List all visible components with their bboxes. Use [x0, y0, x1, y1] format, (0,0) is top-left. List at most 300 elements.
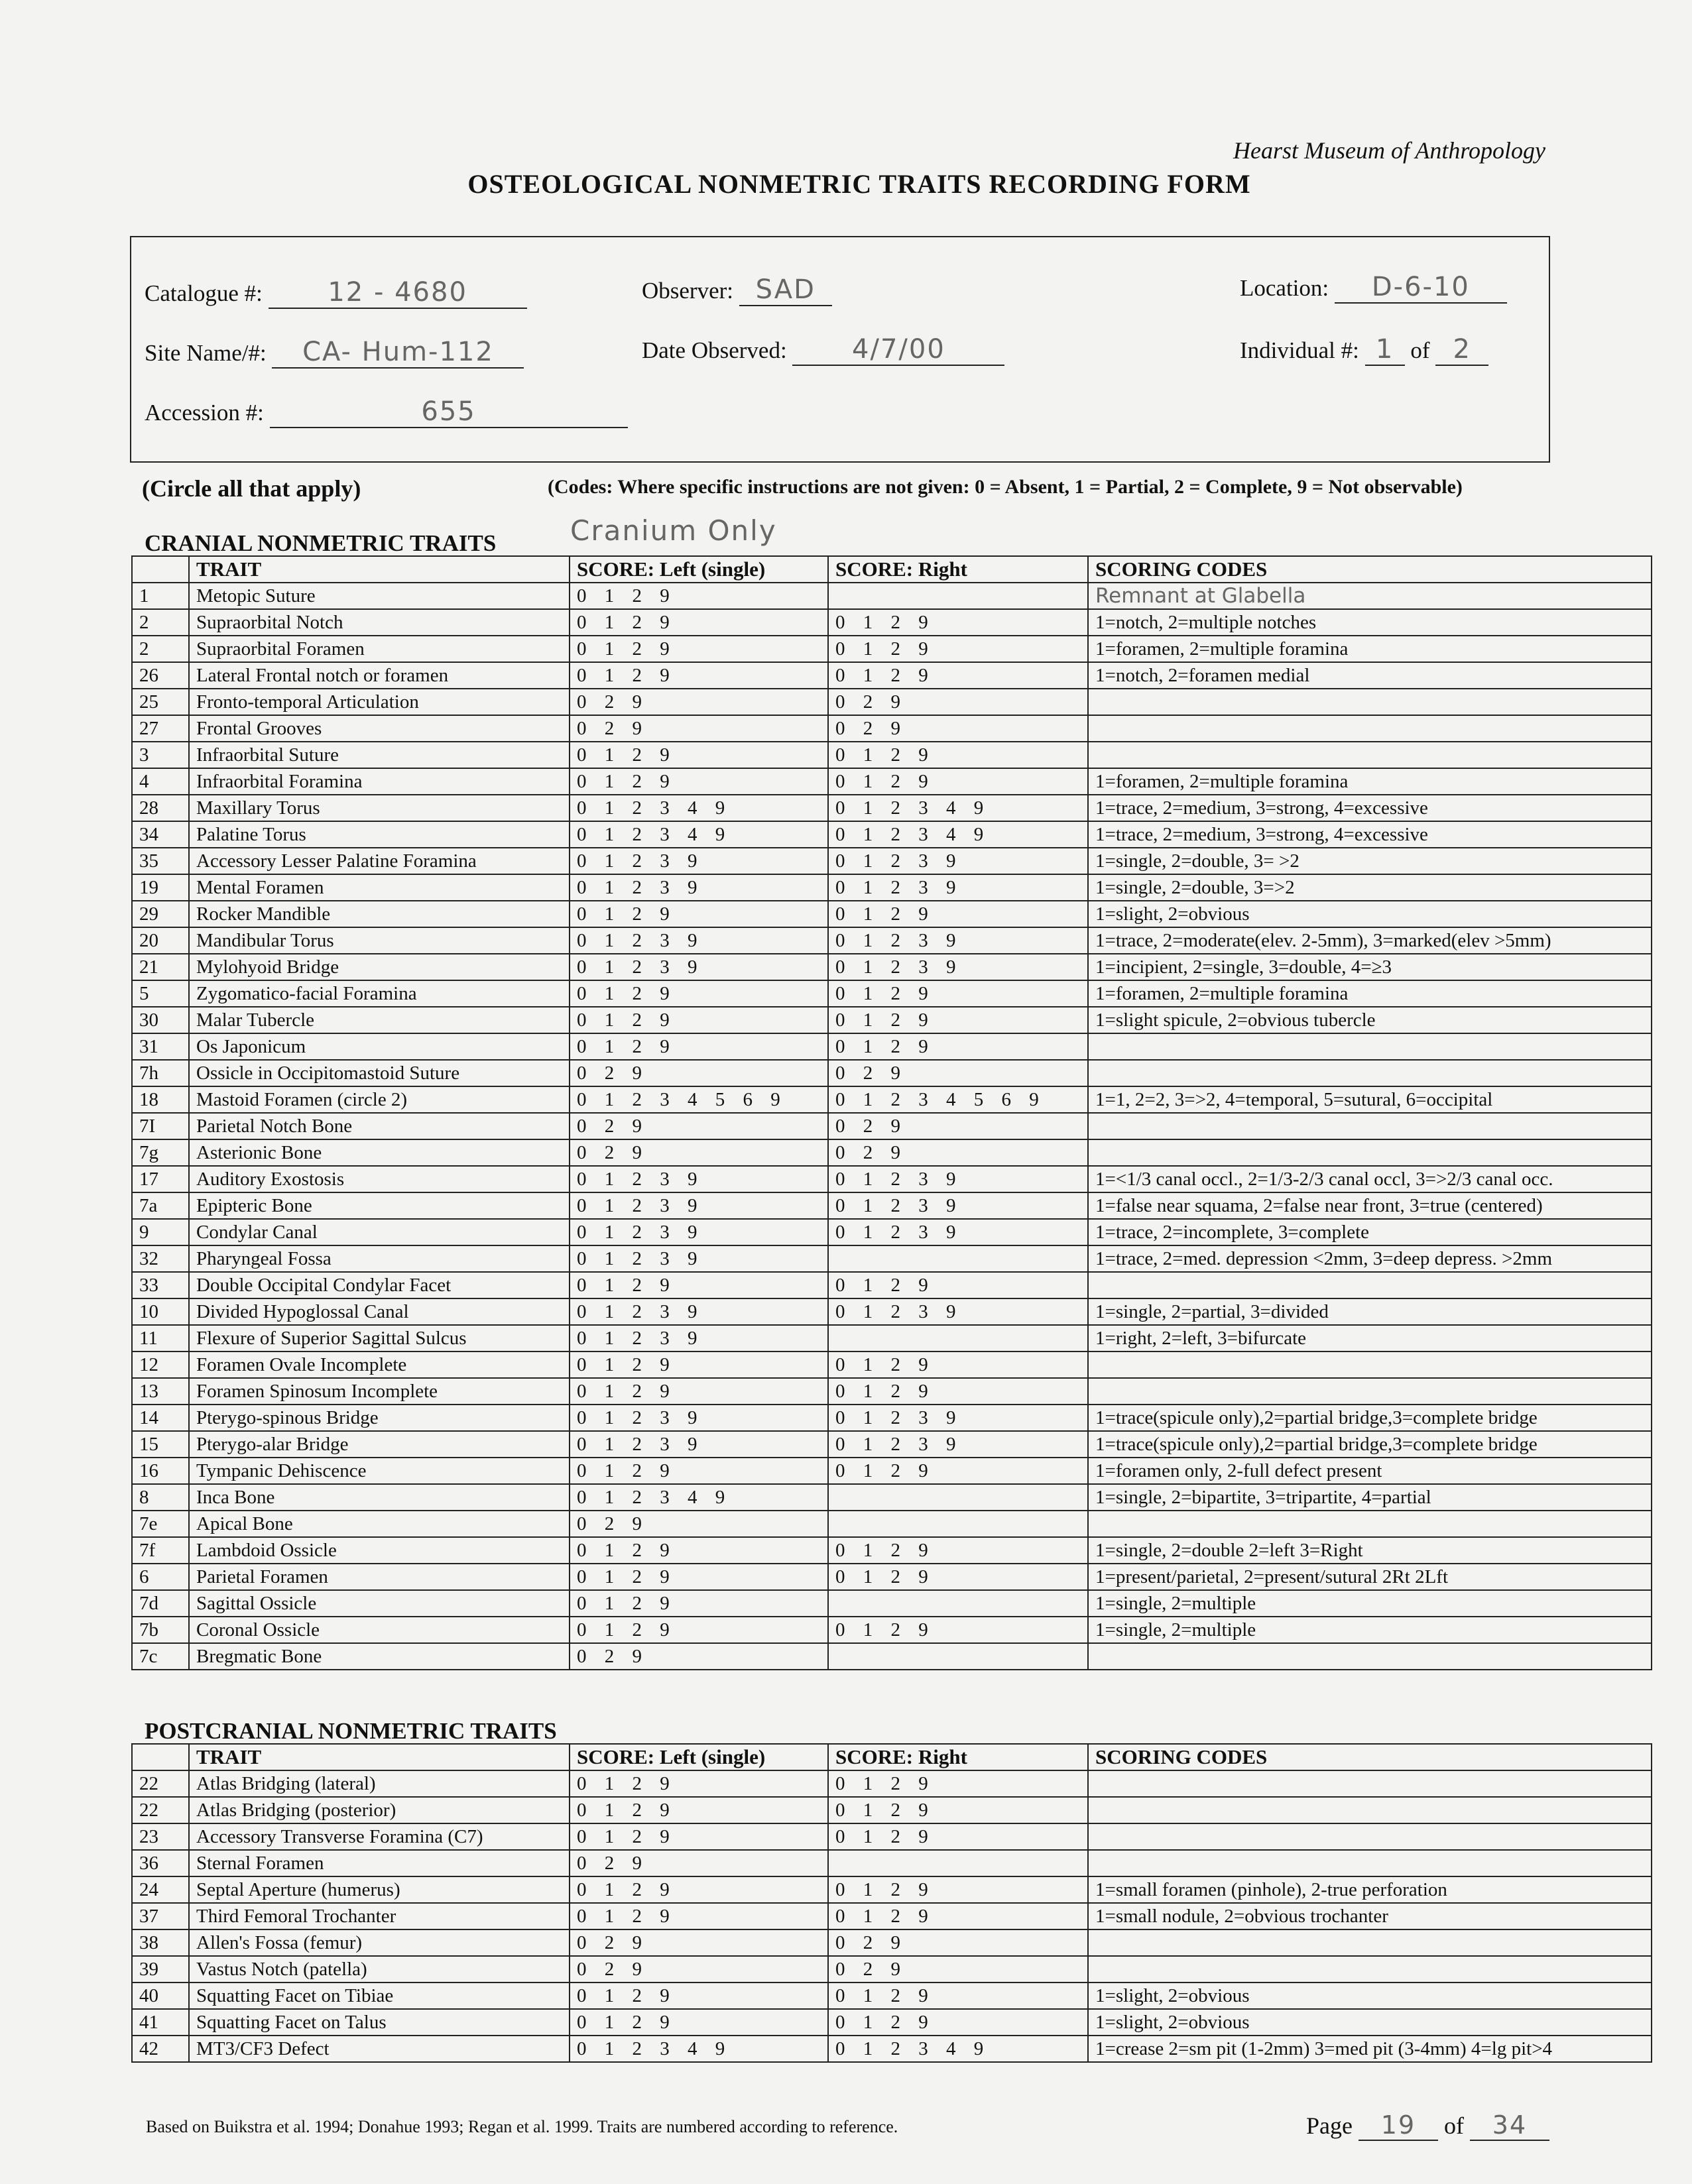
score-left[interactable]: 0 1 2 9	[570, 1272, 828, 1298]
score-right[interactable]: 0 1 2 9	[828, 1007, 1088, 1033]
scoring-codes: 1=single, 2=multiple	[1088, 1590, 1652, 1617]
cranial-header-row	[132, 556, 1652, 583]
cranial-trait-row	[132, 1325, 1652, 1351]
trait-number: 26	[132, 662, 189, 689]
trait-name: Parietal Foramen	[189, 1564, 570, 1590]
score-left[interactable]: 0 1 2 9	[570, 1823, 828, 1850]
trait-number: 24	[132, 1876, 189, 1903]
scoring-codes: 1=foramen only, 2-full defect present	[1088, 1458, 1652, 1484]
score-left[interactable]: 0 1 2 9	[570, 583, 828, 609]
cranial-trait-row	[132, 1272, 1652, 1298]
trait-number: 30	[132, 1007, 189, 1033]
postcranial-section-title: POSTCRANIAL NONMETRIC TRAITS	[145, 1718, 557, 1744]
postcranial-trait-row	[132, 1956, 1652, 1983]
score-right[interactable]: 0 1 2 9	[828, 1823, 1088, 1850]
cranial-trait-row	[132, 795, 1652, 821]
score-right[interactable]: 0 1 2 9	[828, 901, 1088, 927]
score-left[interactable]: 0 2 9	[570, 715, 828, 742]
trait-number: 41	[132, 2009, 189, 2036]
score-left[interactable]: 0 1 2 9	[570, 2009, 828, 2036]
date-label: Date Observed:	[642, 337, 787, 363]
score-right[interactable]: 0 1 2 3 9	[828, 1166, 1088, 1192]
scoring-codes	[1088, 1033, 1652, 1060]
score-left[interactable]: 0 1 2 3 9	[570, 927, 828, 954]
cranial-trait-row	[132, 662, 1652, 689]
scoring-codes	[1088, 1272, 1652, 1298]
cranial-trait-row	[132, 583, 1652, 609]
trait-name: Palatine Torus	[189, 821, 570, 848]
observer-value[interactable]: SAD	[739, 274, 832, 306]
score-right[interactable]: 0 1 2 9	[828, 1033, 1088, 1060]
trait-number: 38	[132, 1929, 189, 1956]
scoring-codes	[1088, 1770, 1652, 1797]
cranial-trait-row	[132, 927, 1652, 954]
cranial-trait-row	[132, 1431, 1652, 1458]
form-title: OSTEOLOGICAL NONMETRIC TRAITS RECORDING FORM	[467, 169, 1251, 199]
individual-value[interactable]: 1	[1365, 334, 1405, 366]
score-right[interactable]: 0 1 2 3 9	[828, 1219, 1088, 1245]
cranial-trait-row	[132, 1617, 1652, 1643]
trait-number: 22	[132, 1797, 189, 1823]
score-right[interactable]: 0 1 2 3 9	[828, 1192, 1088, 1219]
trait-name: Condylar Canal	[189, 1219, 570, 1245]
score-left[interactable]: 0 1 2 9	[570, 1797, 828, 1823]
score-left[interactable]: 0 1 2 3 4 5 6 9	[570, 1086, 828, 1113]
score-right[interactable]: 0 1 2 3 4 9	[828, 795, 1088, 821]
page-total: 34	[1470, 2110, 1549, 2141]
cranial-header-number	[132, 556, 189, 583]
trait-number: 7h	[132, 1060, 189, 1086]
trait-number: 13	[132, 1378, 189, 1405]
trait-name: Allen's Fossa (femur)	[189, 1929, 570, 1956]
score-right[interactable]: 0 1 2 9	[828, 1564, 1088, 1590]
trait-name: Pharyngeal Fossa	[189, 1245, 570, 1272]
trait-name: Flexure of Superior Sagittal Sulcus	[189, 1325, 570, 1351]
trait-number: 25	[132, 689, 189, 715]
score-right[interactable]	[828, 1643, 1088, 1670]
accession-value[interactable]: 655	[270, 396, 628, 428]
score-right[interactable]: 0 2 9	[828, 689, 1088, 715]
score-right[interactable]: 0 2 9	[828, 1956, 1088, 1983]
score-right[interactable]: 0 1 2 9	[828, 1770, 1088, 1797]
score-right[interactable]: 0 1 2 3 9	[828, 848, 1088, 874]
catalogue-field	[145, 277, 527, 309]
location-value[interactable]: D-6-10	[1335, 272, 1507, 304]
trait-name: Metopic Suture	[189, 583, 570, 609]
trait-name: Squatting Facet on Talus	[189, 2009, 570, 2036]
score-left[interactable]: 0 1 2 3 9	[570, 848, 828, 874]
score-left[interactable]: 0 2 9	[570, 1060, 828, 1086]
scoring-codes	[1088, 1139, 1652, 1166]
trait-name: Squatting Facet on Tibiae	[189, 1983, 570, 2009]
score-left[interactable]: 0 2 9	[570, 1113, 828, 1139]
score-left[interactable]: 0 1 2 3 4 9	[570, 795, 828, 821]
scoring-codes	[1088, 742, 1652, 768]
score-left[interactable]: 0 1 2 3 4 9	[570, 2036, 828, 2062]
trait-name: Zygomatico-facial Foramina	[189, 980, 570, 1007]
individual-field	[1240, 334, 1488, 366]
score-right[interactable]: 0 1 2 3 4 9	[828, 821, 1088, 848]
scoring-codes: 1=1, 2=2, 3=>2, 4=temporal, 5=sutural, 6=occipital	[1088, 1086, 1652, 1113]
cranial-header-score-left: SCORE: Left (single)	[570, 556, 828, 583]
score-right[interactable]: 0 2 9	[828, 1060, 1088, 1086]
cranial-trait-row	[132, 1643, 1652, 1670]
trait-number: 22	[132, 1770, 189, 1797]
trait-number: 3	[132, 742, 189, 768]
cranial-trait-row	[132, 715, 1652, 742]
score-left[interactable]: 0 1 2 3 9	[570, 954, 828, 980]
score-left[interactable]: 0 1 2 9	[570, 1876, 828, 1903]
trait-number: 17	[132, 1166, 189, 1192]
score-left[interactable]: 0 2 9	[570, 1850, 828, 1876]
score-right[interactable]: 0 1 2 9	[828, 742, 1088, 768]
scoring-codes: 1=false near squama, 2=false near front, 3=true (centered)	[1088, 1192, 1652, 1219]
score-left[interactable]: 0 2 9	[570, 1929, 828, 1956]
score-left[interactable]: 0 1 2 3 9	[570, 1219, 828, 1245]
trait-name: Rocker Mandible	[189, 901, 570, 927]
score-right[interactable]: 0 1 2 9	[828, 1272, 1088, 1298]
score-left[interactable]: 0 1 2 9	[570, 609, 828, 636]
score-right[interactable]	[828, 1590, 1088, 1617]
score-left[interactable]: 0 1 2 9	[570, 1351, 828, 1378]
postcranial-trait-row	[132, 2009, 1652, 2036]
trait-number: 15	[132, 1431, 189, 1458]
individual-label: Individual #:	[1240, 337, 1359, 363]
record-info-box	[130, 236, 1550, 463]
trait-name: Atlas Bridging (lateral)	[189, 1770, 570, 1797]
observer-field	[642, 274, 832, 306]
score-left[interactable]: 0 1 2 3 9	[570, 1245, 828, 1272]
trait-number: 4	[132, 768, 189, 795]
score-right[interactable]: 0 1 2 3 9	[828, 927, 1088, 954]
cranial-section-title: CRANIAL NONMETRIC TRAITS	[145, 530, 497, 556]
score-left[interactable]: 0 1 2 9	[570, 742, 828, 768]
scoring-codes	[1088, 1060, 1652, 1086]
cranial-trait-row	[132, 848, 1652, 874]
cranial-trait-row	[132, 609, 1652, 636]
trait-number: 20	[132, 927, 189, 954]
score-left[interactable]: 0 2 9	[570, 1139, 828, 1166]
score-left[interactable]: 0 1 2 9	[570, 1537, 828, 1564]
postcranial-traits-table	[131, 1743, 1652, 2063]
trait-name: Inca Bone	[189, 1484, 570, 1511]
postcranial-trait-row	[132, 1983, 1652, 2009]
catalogue-value[interactable]: 12 - 4680	[269, 277, 527, 309]
score-right[interactable]: 0 2 9	[828, 1113, 1088, 1139]
trait-number: 14	[132, 1405, 189, 1431]
scoring-codes	[1088, 1378, 1652, 1405]
trait-number: 7c	[132, 1643, 189, 1670]
trait-name: Foramen Ovale Incomplete	[189, 1351, 570, 1378]
scoring-codes	[1088, 1113, 1652, 1139]
trait-number: 29	[132, 901, 189, 927]
trait-number: 10	[132, 1298, 189, 1325]
cranial-header-trait: TRAIT	[189, 556, 570, 583]
postcranial-header-number	[132, 1744, 189, 1770]
trait-name: Frontal Grooves	[189, 715, 570, 742]
score-right[interactable]: 0 1 2 3 9	[828, 874, 1088, 901]
score-right[interactable]	[828, 583, 1088, 609]
site-label: Site Name/#:	[145, 340, 267, 366]
score-right[interactable]	[828, 1325, 1088, 1351]
scoring-codes	[1088, 1850, 1652, 1876]
score-right[interactable]: 0 1 2 9	[828, 636, 1088, 662]
cranial-trait-row	[132, 1590, 1652, 1617]
scoring-codes: 1=slight, 2=obvious	[1088, 901, 1652, 927]
trait-number: 33	[132, 1272, 189, 1298]
score-left[interactable]: 0 1 2 9	[570, 1564, 828, 1590]
trait-number: 42	[132, 2036, 189, 2062]
trait-name: Parietal Notch Bone	[189, 1113, 570, 1139]
score-left[interactable]: 0 2 9	[570, 1956, 828, 1983]
individual-total[interactable]: 2	[1435, 334, 1488, 366]
scoring-codes: 1=foramen, 2=multiple foramina	[1088, 636, 1652, 662]
trait-name: Bregmatic Bone	[189, 1643, 570, 1670]
trait-name: Pterygo-spinous Bridge	[189, 1405, 570, 1431]
score-right[interactable]: 0 1 2 9	[828, 609, 1088, 636]
trait-number: 8	[132, 1484, 189, 1511]
scoring-codes: 1=slight, 2=obvious	[1088, 1983, 1652, 2009]
score-left[interactable]: 0 1 2 9	[570, 1458, 828, 1484]
score-left[interactable]: 0 1 2 9	[570, 1033, 828, 1060]
trait-number: 6	[132, 1564, 189, 1590]
trait-name: Lateral Frontal notch or foramen	[189, 662, 570, 689]
score-right[interactable]: 0 2 9	[828, 1139, 1088, 1166]
scoring-codes	[1088, 1511, 1652, 1537]
trait-number: 40	[132, 1983, 189, 2009]
trait-number: 37	[132, 1903, 189, 1929]
trait-name: MT3/CF3 Defect	[189, 2036, 570, 2062]
cranial-trait-row	[132, 1511, 1652, 1537]
score-left[interactable]: 0 1 2 9	[570, 1378, 828, 1405]
trait-number: 7e	[132, 1511, 189, 1537]
trait-name: Tympanic Dehiscence	[189, 1458, 570, 1484]
score-right[interactable]: 0 1 2 3 4 9	[828, 2036, 1088, 2062]
score-left[interactable]: 0 1 2 9	[570, 1007, 828, 1033]
trait-number: 19	[132, 874, 189, 901]
score-right[interactable]: 0 1 2 9	[828, 980, 1088, 1007]
postcranial-trait-row	[132, 1876, 1652, 1903]
score-right[interactable]: 0 1 2 9	[828, 768, 1088, 795]
score-right[interactable]: 0 2 9	[828, 1929, 1088, 1956]
score-right[interactable]: 0 1 2 9	[828, 1983, 1088, 2009]
postcranial-trait-row	[132, 1903, 1652, 1929]
trait-name: Maxillary Torus	[189, 795, 570, 821]
scoring-codes: 1=single, 2=partial, 3=divided	[1088, 1298, 1652, 1325]
postcranial-trait-row	[132, 1797, 1652, 1823]
postcranial-trait-row	[132, 1770, 1652, 1797]
score-left[interactable]: 0 1 2 3 9	[570, 1405, 828, 1431]
site-value[interactable]: CA- Hum-112	[272, 337, 524, 369]
score-left[interactable]: 0 2 9	[570, 689, 828, 715]
trait-number: 39	[132, 1956, 189, 1983]
score-right[interactable]: 0 1 2 9	[828, 1876, 1088, 1903]
score-right[interactable]: 0 1 2 9	[828, 1797, 1088, 1823]
scoring-codes	[1088, 1797, 1652, 1823]
scoring-codes	[1088, 1823, 1652, 1850]
score-right[interactable]: 0 1 2 3 9	[828, 954, 1088, 980]
trait-number: 21	[132, 954, 189, 980]
score-left[interactable]: 0 1 2 9	[570, 662, 828, 689]
score-left[interactable]: 0 1 2 9	[570, 1590, 828, 1617]
trait-number: 7g	[132, 1139, 189, 1166]
scoring-codes: 1=present/parietal, 2=present/sutural 2Rt 2Lft	[1088, 1564, 1652, 1590]
location-label: Location:	[1240, 275, 1329, 301]
trait-name: Os Japonicum	[189, 1033, 570, 1060]
postcranial-header-trait: TRAIT	[189, 1744, 570, 1770]
score-right[interactable]: 0 1 2 9	[828, 662, 1088, 689]
trait-number: 11	[132, 1325, 189, 1351]
trait-name: Fronto-temporal Articulation	[189, 689, 570, 715]
trait-name: Asterionic Bone	[189, 1139, 570, 1166]
score-left[interactable]: 0 1 2 3 4 9	[570, 1484, 828, 1511]
cranial-trait-row	[132, 1219, 1652, 1245]
score-left[interactable]: 0 1 2 9	[570, 901, 828, 927]
cranial-trait-row	[132, 1192, 1652, 1219]
postcranial-trait-row	[132, 2036, 1652, 2062]
location-field	[1240, 272, 1507, 304]
codes-legend: (Codes: Where specific instructions are not given: 0 = Absent, 1 = Partial, 2 = Complete, 9 = Not observable)	[548, 476, 1463, 498]
score-left[interactable]: 0 1 2 9	[570, 1903, 828, 1929]
cranial-handwritten-note: Cranium Only	[570, 514, 777, 547]
score-left[interactable]: 0 1 2 9	[570, 768, 828, 795]
score-left[interactable]: 0 1 2 3 9	[570, 1166, 828, 1192]
postcranial-trait-row	[132, 1929, 1652, 1956]
trait-name: Supraorbital Notch	[189, 609, 570, 636]
cranial-trait-row	[132, 1086, 1652, 1113]
trait-name: Vastus Notch (patella)	[189, 1956, 570, 1983]
score-right[interactable]: 0 2 9	[828, 715, 1088, 742]
trait-name: Divided Hypoglossal Canal	[189, 1298, 570, 1325]
score-left[interactable]: 0 1 2 9	[570, 1983, 828, 2009]
date-value[interactable]: 4/7/00	[792, 334, 1004, 366]
trait-name: Apical Bone	[189, 1511, 570, 1537]
score-right[interactable]: 0 1 2 9	[828, 1378, 1088, 1405]
trait-number: 35	[132, 848, 189, 874]
trait-name: Mylohyoid Bridge	[189, 954, 570, 980]
trait-name: Infraorbital Foramina	[189, 768, 570, 795]
trait-name: Auditory Exostosis	[189, 1166, 570, 1192]
cranial-trait-row	[132, 1245, 1652, 1272]
trait-number: 23	[132, 1823, 189, 1850]
museum-name: Hearst Museum of Anthropology	[1233, 137, 1545, 164]
score-right[interactable]	[828, 1245, 1088, 1272]
cranial-trait-row	[132, 1166, 1652, 1192]
observer-label: Observer:	[642, 278, 734, 304]
postcranial-header-row	[132, 1744, 1652, 1770]
scoring-codes: 1=slight, 2=obvious	[1088, 2009, 1652, 2036]
trait-number: 34	[132, 821, 189, 848]
score-right[interactable]: 0 1 2 9	[828, 1537, 1088, 1564]
scoring-codes: 1=trace(spicule only),2=partial bridge,3=complete bridge	[1088, 1431, 1652, 1458]
cranial-trait-row	[132, 1484, 1652, 1511]
cranial-trait-row	[132, 1139, 1652, 1166]
score-left[interactable]: 0 1 2 3 9	[570, 1192, 828, 1219]
score-left[interactable]: 0 1 2 3 9	[570, 874, 828, 901]
cranial-header-scoring-codes: SCORING CODES	[1088, 556, 1652, 583]
score-left[interactable]: 0 1 2 3 9	[570, 1325, 828, 1351]
scoring-codes: 1=foramen, 2=multiple foramina	[1088, 980, 1652, 1007]
scoring-codes: 1=trace, 2=medium, 3=strong, 4=excessive	[1088, 821, 1652, 848]
trait-number: 32	[132, 1245, 189, 1272]
cranial-trait-row	[132, 1007, 1652, 1033]
trait-name: Mandibular Torus	[189, 927, 570, 954]
scoring-codes: 1=trace(spicule only),2=partial bridge,3=complete bridge	[1088, 1405, 1652, 1431]
score-right[interactable]: 0 1 2 3 9	[828, 1298, 1088, 1325]
score-right[interactable]: 0 1 2 9	[828, 1903, 1088, 1929]
cranial-trait-row	[132, 1033, 1652, 1060]
trait-number: 7f	[132, 1537, 189, 1564]
score-right[interactable]	[828, 1484, 1088, 1511]
score-left[interactable]: 0 2 9	[570, 1643, 828, 1670]
cranial-trait-row	[132, 1458, 1652, 1484]
scoring-codes: 1=single, 2=bipartite, 3=tripartite, 4=partial	[1088, 1484, 1652, 1511]
cranial-trait-row	[132, 1405, 1652, 1431]
trait-number: 2	[132, 636, 189, 662]
postcranial-header-scoring-codes: SCORING CODES	[1088, 1744, 1652, 1770]
site-field	[145, 337, 524, 369]
score-right[interactable]	[828, 1511, 1088, 1537]
scoring-codes: 1=trace, 2=med. depression <2mm, 3=deep depress. >2mm	[1088, 1245, 1652, 1272]
score-left[interactable]: 0 1 2 9	[570, 636, 828, 662]
score-right[interactable]: 0 1 2 9	[828, 2009, 1088, 2036]
scoring-codes: 1=incipient, 2=single, 3=double, 4=≥3	[1088, 954, 1652, 980]
postcranial-header-score-left: SCORE: Left (single)	[570, 1744, 828, 1770]
cranial-header-score-right: SCORE: Right	[828, 556, 1088, 583]
scoring-codes: 1=notch, 2=multiple notches	[1088, 609, 1652, 636]
cranial-trait-row	[132, 1564, 1652, 1590]
trait-number: 31	[132, 1033, 189, 1060]
cranial-trait-row	[132, 901, 1652, 927]
score-right[interactable]: 0 1 2 3 4 5 6 9	[828, 1086, 1088, 1113]
page-indicator	[1306, 2110, 1549, 2141]
score-right[interactable]: 0 1 2 9	[828, 1458, 1088, 1484]
scoring-codes: 1=small nodule, 2=obvious trochanter	[1088, 1903, 1652, 1929]
cranial-trait-row	[132, 1298, 1652, 1325]
postcranial-trait-row	[132, 1823, 1652, 1850]
scoring-codes	[1088, 1643, 1652, 1670]
score-left[interactable]: 0 1 2 9	[570, 1770, 828, 1797]
score-right[interactable]: 0 1 2 3 9	[828, 1431, 1088, 1458]
score-left[interactable]: 0 1 2 3 9	[570, 1431, 828, 1458]
cranial-trait-row	[132, 1113, 1652, 1139]
score-left[interactable]: 0 1 2 3 9	[570, 1298, 828, 1325]
score-right[interactable]: 0 1 2 9	[828, 1351, 1088, 1378]
trait-name: Accessory Lesser Palatine Foramina	[189, 848, 570, 874]
page-number: 19	[1359, 2110, 1438, 2141]
score-right[interactable]: 0 1 2 3 9	[828, 1405, 1088, 1431]
score-left[interactable]: 0 1 2 9	[570, 1617, 828, 1643]
score-right[interactable]	[828, 1850, 1088, 1876]
trait-name: Pterygo-alar Bridge	[189, 1431, 570, 1458]
score-left[interactable]: 0 1 2 9	[570, 980, 828, 1007]
score-left[interactable]: 0 1 2 3 4 9	[570, 821, 828, 848]
trait-name: Malar Tubercle	[189, 1007, 570, 1033]
trait-number: 27	[132, 715, 189, 742]
cranial-trait-row	[132, 636, 1652, 662]
date-field	[642, 334, 1004, 366]
score-left[interactable]: 0 2 9	[570, 1511, 828, 1537]
trait-name: Coronal Ossicle	[189, 1617, 570, 1643]
scoring-codes	[1088, 1351, 1652, 1378]
accession-label: Accession #:	[145, 400, 264, 426]
trait-number: 36	[132, 1850, 189, 1876]
cranial-trait-row	[132, 1378, 1652, 1405]
score-right[interactable]: 0 1 2 9	[828, 1617, 1088, 1643]
trait-number: 1	[132, 583, 189, 609]
scoring-codes: 1=notch, 2=foramen medial	[1088, 662, 1652, 689]
individual-of: of	[1410, 337, 1430, 363]
